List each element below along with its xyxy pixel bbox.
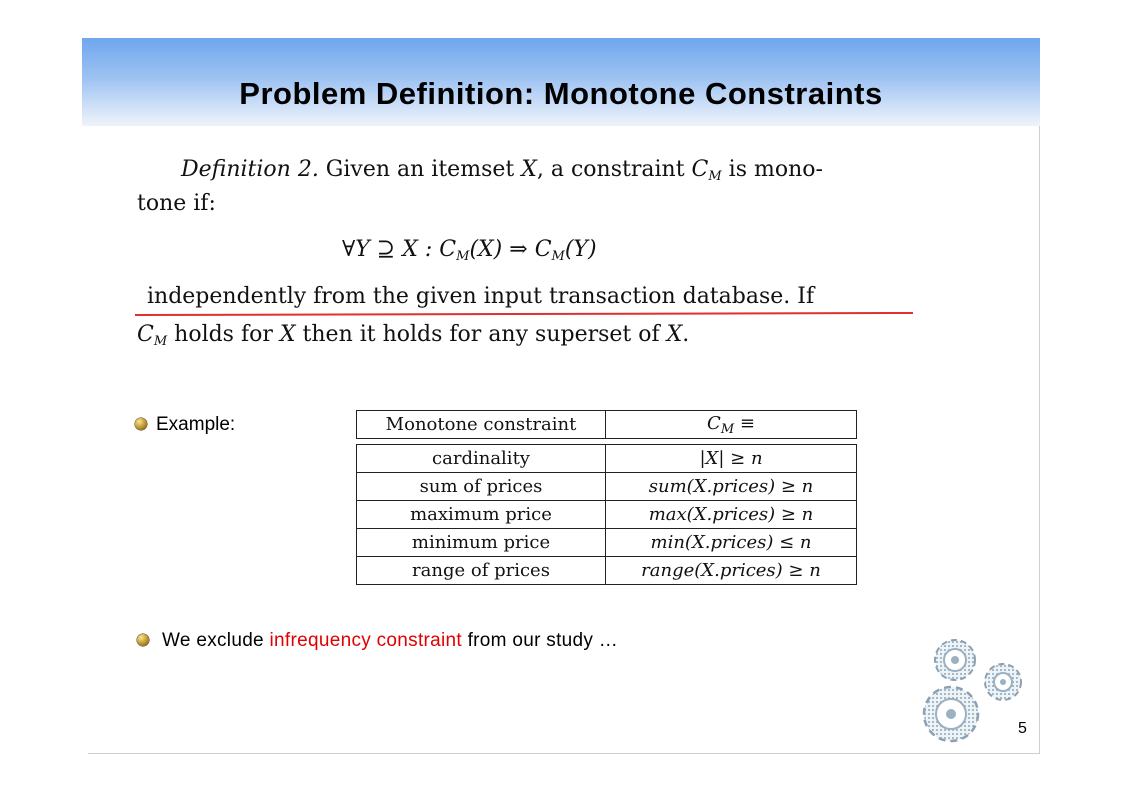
exclude-text: from our study …	[462, 630, 619, 651]
red-underline-annotation	[135, 312, 913, 316]
formula-part: (Y)	[564, 237, 597, 262]
example-label: Example:	[156, 414, 236, 435]
table-cell: sum of prices	[357, 473, 606, 501]
gear-right-icon	[985, 664, 1021, 700]
table-cell: |X| ≥ n	[606, 445, 857, 473]
table-cell: min(X.prices) ≤ n	[606, 529, 857, 557]
constraint-subscript: M	[708, 169, 722, 184]
page-title: Problem Definition: Monotone Constraints	[239, 76, 883, 111]
table-header-cell: Monotone constraint	[357, 411, 606, 439]
definition-text: is mono-	[721, 157, 823, 182]
table-cell: range of prices	[357, 557, 606, 585]
constraint-symbol: C	[534, 237, 552, 262]
gears-icon	[915, 632, 1025, 750]
variable-x: X	[521, 157, 537, 182]
table-row	[357, 557, 857, 585]
constraint-subscript: M	[551, 249, 565, 264]
frame-border-right	[1039, 126, 1040, 754]
definition-text: , a constraint	[536, 157, 692, 182]
constraint-subscript: M	[720, 421, 735, 437]
monotone-formula	[342, 237, 597, 264]
bullet-icon	[135, 418, 147, 430]
table-cell: max(X.prices) ≥ n	[606, 501, 857, 529]
definition-line-4	[137, 322, 689, 349]
definition-text: Given an itemset	[318, 157, 522, 182]
page-number: 5	[1018, 720, 1027, 737]
gear-bottom-icon	[924, 687, 978, 741]
constraint-symbol: C	[707, 412, 721, 434]
bullet-icon	[137, 634, 149, 646]
constraint-table-header	[356, 410, 857, 439]
table-header-cell	[606, 411, 857, 439]
exclude-statement	[162, 630, 618, 652]
definition-text: holds for	[167, 322, 280, 347]
formula-part: (X) ⇒	[469, 237, 535, 262]
highlighted-term: infrequency constraint	[269, 630, 462, 651]
table-cell: cardinality	[357, 445, 606, 473]
table-cell: maximum price	[357, 501, 606, 529]
formula-part: ∀Y ⊇ X :	[342, 237, 440, 262]
equiv-symbol: ≡	[734, 412, 755, 434]
constraint-subscript: M	[153, 334, 168, 349]
table-row	[357, 501, 857, 529]
constraint-symbol: C	[439, 237, 457, 262]
table-row	[357, 473, 857, 501]
definition-line-3: independently from the given input transaction database. If	[147, 284, 815, 309]
table-cell: range(X.prices) ≥ n	[606, 557, 857, 585]
table-row	[357, 529, 857, 557]
exclude-text: We exclude	[162, 630, 270, 651]
table-cell: minimum price	[357, 529, 606, 557]
definition-line-2: tone if:	[137, 191, 216, 216]
definition-text: .	[682, 322, 690, 347]
constraint-symbol: C	[137, 322, 154, 347]
table-row	[357, 445, 857, 473]
definition-line-1	[181, 157, 823, 184]
definition-label: Definition 2.	[181, 157, 319, 182]
definition-text: then it holds for any superset of	[295, 322, 667, 347]
constraint-symbol: C	[691, 157, 709, 182]
variable-x: X	[279, 322, 296, 347]
constraint-table	[356, 444, 857, 585]
table-cell: sum(X.prices) ≥ n	[606, 473, 857, 501]
constraint-subscript: M	[456, 249, 470, 264]
frame-border-bottom	[88, 753, 1040, 754]
gear-top-icon	[935, 640, 975, 680]
variable-x: X	[666, 322, 683, 347]
